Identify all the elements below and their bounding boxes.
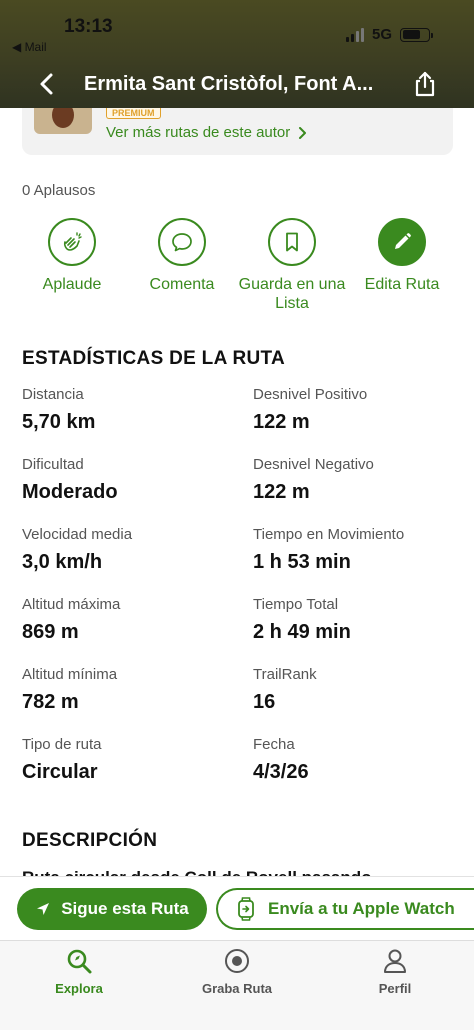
stat-value-elevation-gain: 122 m (253, 411, 310, 433)
author-card[interactable] (22, 108, 453, 155)
navigation-arrow-icon (35, 901, 51, 917)
tab-profile-label: Perfil (378, 981, 412, 996)
clap-hands-icon (60, 230, 84, 254)
send-to-watch-label: Envía a tu Apple Watch (268, 899, 455, 918)
stat-label-moving-time: Tiempo en Movimiento (253, 526, 405, 543)
applaud-button[interactable] (17, 218, 127, 294)
stat-label-route-type: Tipo de ruta (22, 736, 102, 753)
more-routes-link[interactable] (106, 124, 307, 141)
page-title: Ermita Sant Cristòfol, Font A... (84, 73, 374, 95)
premium-badge: PREMIUM (106, 108, 161, 119)
person-icon (381, 947, 409, 975)
stat-value-route-type: Circular (22, 761, 98, 783)
save-to-list-button[interactable] (237, 218, 347, 313)
share-icon[interactable] (412, 70, 438, 98)
stat-label-difficulty: Dificultad (22, 456, 84, 473)
stat-label-min-altitude: Altitud mínima (22, 666, 118, 683)
edit-route-label: Edita Ruta (364, 276, 440, 293)
pencil-icon (390, 230, 414, 254)
save-circle (268, 218, 316, 266)
route-actions (0, 218, 474, 318)
stat-value-date: 4/3/26 (253, 761, 309, 783)
stat-value-max-altitude: 869 m (22, 621, 79, 643)
stat-value-distance: 5,70 km (22, 411, 96, 433)
back-chevron-icon[interactable] (36, 70, 58, 98)
app-header (0, 0, 474, 108)
status-indicators (346, 26, 430, 43)
stat-value-min-altitude: 782 m (22, 691, 79, 713)
applaud-circle (48, 218, 96, 266)
stat-label-distance: Distancia (22, 386, 84, 403)
signal-icon (346, 28, 364, 42)
stat-label-date: Fecha (253, 736, 295, 753)
author-avatar[interactable] (34, 108, 92, 134)
applaud-label: Aplaude (42, 276, 102, 293)
bookmark-icon (280, 230, 304, 254)
follow-route-label: Sigue esta Ruta (61, 899, 189, 918)
tab-profile[interactable] (325, 947, 465, 996)
tab-record-label: Graba Ruta (201, 981, 273, 996)
tab-record[interactable] (167, 947, 307, 996)
stat-value-total-time: 2 h 49 min (253, 621, 351, 643)
tab-explore[interactable] (9, 947, 149, 996)
tab-explore-label: Explora (55, 981, 103, 996)
cta-bar (0, 876, 474, 940)
edit-route-button[interactable] (347, 218, 457, 294)
stat-label-avg-speed: Velocidad media (22, 526, 133, 543)
stat-value-avg-speed: 3,0 km/h (22, 551, 103, 573)
search-icon (65, 947, 93, 975)
status-time: 13:13 (64, 16, 113, 37)
stats-title: ESTADÍSTICAS DE LA RUTA (22, 348, 286, 369)
stat-label-trailrank: TrailRank (253, 666, 317, 683)
stat-label-elevation-loss: Desnivel Negativo (253, 456, 374, 473)
description-title: DESCRIPCIÓN (22, 830, 158, 851)
stat-label-max-altitude: Altitud máxima (22, 596, 121, 613)
speech-bubble-icon (170, 230, 194, 254)
comment-label: Comenta (149, 276, 215, 293)
network-type: 5G (371, 26, 392, 43)
save-to-list-label: Guarda en una Lista (238, 276, 346, 312)
status-back-to-mail[interactable]: ◀ Mail (12, 40, 47, 54)
stat-value-difficulty: Moderado (22, 481, 118, 503)
edit-circle (378, 218, 426, 266)
comment-circle (158, 218, 206, 266)
stat-value-moving-time: 1 h 53 min (253, 551, 351, 573)
comment-button[interactable] (127, 218, 237, 294)
stat-label-elevation-gain: Desnivel Positivo (253, 386, 368, 403)
stat-value-trailrank: 16 (253, 691, 276, 713)
send-to-watch-button[interactable] (216, 888, 474, 930)
watch-icon (234, 896, 258, 922)
follow-route-button[interactable] (17, 888, 207, 930)
more-routes-label: Ver más rutas de este autor (106, 124, 291, 141)
stat-value-elevation-loss: 122 m (253, 481, 310, 503)
battery-icon (400, 28, 430, 42)
chevron-right-icon (298, 127, 307, 139)
tab-bar (0, 940, 474, 1030)
stat-label-total-time: Tiempo Total (253, 596, 339, 613)
record-icon (223, 947, 251, 975)
applause-count: 0 Aplausos (22, 182, 96, 199)
